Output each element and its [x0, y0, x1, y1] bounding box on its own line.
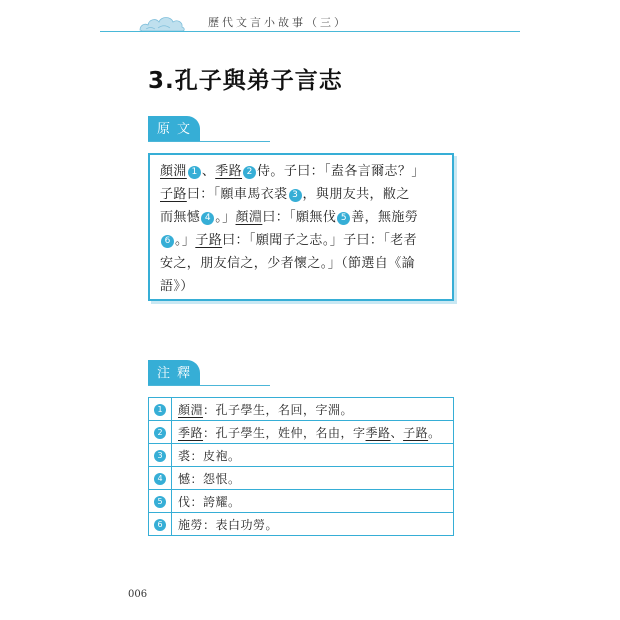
text-segment: ，與朋友共，敝之 — [302, 187, 410, 202]
original-text-line — [160, 183, 443, 206]
note-row — [149, 444, 454, 467]
text-segment: ：孔子學生，名回，字淵。 — [203, 402, 354, 417]
original-text-line — [160, 160, 443, 183]
original-text-line — [160, 252, 443, 275]
note-marker: 2 — [243, 166, 256, 179]
section-rule-notes — [148, 385, 270, 386]
note-number-cell — [149, 467, 172, 490]
proper-name: 子路 — [160, 187, 187, 202]
note-marker: 1 — [188, 166, 201, 179]
note-text — [172, 513, 454, 536]
proper-name: 子路 — [195, 233, 223, 248]
header-title: 歷代文言小故事（三） — [208, 16, 348, 29]
note-number-cell — [149, 490, 172, 513]
text-segment: 語》） — [160, 279, 194, 294]
note-text — [172, 467, 454, 490]
text-segment: 伐：誇耀。 — [178, 494, 241, 509]
proper-name: 季路 — [365, 425, 391, 440]
original-text-lines — [160, 160, 443, 298]
text-segment: 曰：「願無伐 — [262, 210, 337, 225]
section-tab-original: 原文 — [148, 116, 200, 142]
text-segment: 曰：「願聞子之志。」子曰：「老者 — [222, 233, 418, 248]
note-row — [149, 513, 454, 536]
text-segment: 。」 — [215, 210, 236, 225]
text-segment: 憾：怨恨。 — [178, 471, 241, 486]
original-text-line — [160, 275, 443, 298]
note-number-cell — [149, 398, 172, 421]
note-number: 5 — [154, 496, 166, 508]
note-number: 3 — [154, 450, 166, 462]
proper-name: 季路 — [215, 164, 243, 179]
proper-name: 顏淵 — [235, 210, 263, 225]
note-text — [172, 421, 454, 444]
section-tab-notes: 注釋 — [148, 360, 200, 386]
proper-name: 顏淵 — [178, 402, 204, 417]
original-text-box — [148, 153, 454, 301]
note-marker: 3 — [289, 189, 302, 202]
note-row — [149, 467, 454, 490]
note-row — [149, 398, 454, 421]
text-segment: 裘：皮袍。 — [178, 448, 241, 463]
cloud-ornament-icon — [138, 11, 186, 33]
text-segment: 、 — [390, 425, 404, 440]
text-segment: 。」 — [175, 233, 196, 248]
note-number: 2 — [154, 427, 166, 439]
note-number: 1 — [154, 404, 166, 416]
text-segment: 施勞：表白功勞。 — [178, 517, 279, 532]
note-marker: 4 — [201, 212, 214, 225]
proper-name: 季路 — [178, 425, 204, 440]
note-text — [172, 490, 454, 513]
note-text — [172, 444, 454, 467]
note-number-cell — [149, 421, 172, 444]
text-segment: 而無憾 — [160, 210, 201, 225]
section-rule-original — [148, 141, 270, 142]
note-marker: 6 — [161, 235, 174, 248]
text-segment: 善，無施勞 — [351, 210, 419, 225]
text-segment: 侍。子曰：「盍各言爾志？」 — [257, 164, 425, 179]
notes-table — [148, 397, 454, 536]
original-text-line — [160, 229, 443, 252]
note-number-cell — [149, 444, 172, 467]
page-number: 006 — [128, 589, 148, 600]
text-segment: ：孔子學生，姓仲，名由，字 — [203, 425, 366, 440]
running-header — [100, 8, 520, 32]
proper-name: 顏淵 — [160, 164, 187, 179]
note-row — [149, 490, 454, 513]
note-text — [172, 398, 454, 421]
proper-name: 子路 — [403, 425, 429, 440]
text-segment: 安之，朋友信之，少者懷之。」（節選自《論 — [160, 256, 416, 271]
note-row — [149, 421, 454, 444]
text-segment: 、 — [201, 164, 216, 179]
chapter-title: 3.孔子與弟子言志 — [148, 68, 343, 94]
note-number: 6 — [154, 519, 166, 531]
note-number-cell — [149, 513, 172, 536]
note-marker: 5 — [337, 212, 350, 225]
header-rule — [100, 31, 520, 32]
text-segment: 曰：「願車馬衣裘 — [186, 187, 288, 202]
original-text-line — [160, 206, 443, 229]
note-number: 4 — [154, 473, 166, 485]
text-segment: 。 — [428, 425, 441, 440]
